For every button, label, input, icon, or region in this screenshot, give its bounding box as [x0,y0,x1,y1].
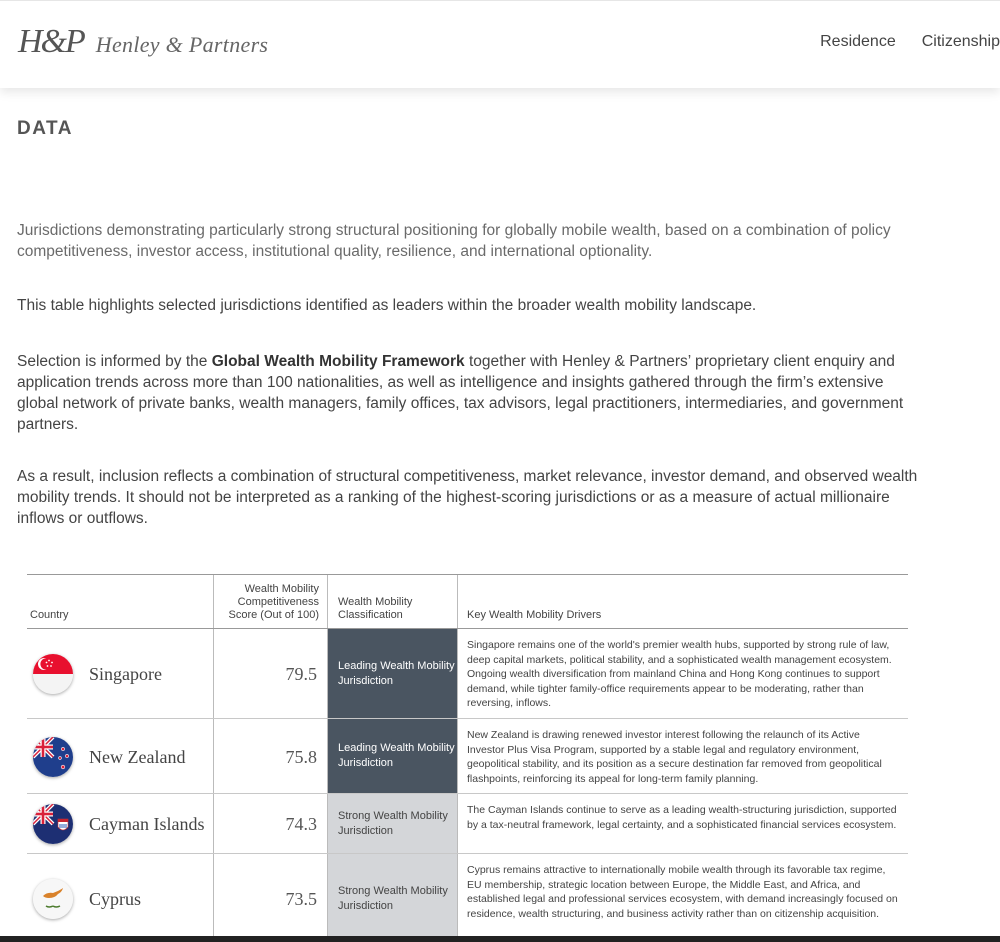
score-value: 75.8 [285,747,317,767]
table-description-paragraph: This table highlights selected jurisdictions identified as leaders within the broader wealth mobility landscape. [17,297,757,314]
intro-paragraph: Jurisdictions demonstrating particularly strong structural positioning for globally mobile wealth, based on a combination of policy competitiveness, investor access, institutional quality, resilience, and international optionality. [17,222,891,260]
singapore-flag-icon [33,654,73,694]
logo-mark: H&P [18,23,84,60]
score-cell [213,794,327,853]
score-value: 74.3 [285,814,317,834]
score-value: 73.5 [285,889,317,909]
header-country: Country [30,609,69,621]
new-zealand-flag-icon [33,737,73,777]
header-classification: Wealth Mobility Classification [327,575,457,628]
country-cell [27,854,213,942]
framework-name: Global Wealth Mobility Framework [211,353,465,370]
country-name: Cyprus [89,889,142,909]
drivers-text: Singapore remains one of the world's premier wealth hubs, supported by strong rule of law, deep capital markets, political stability, and a sophisticated wealth management ecosystem. Ongoing wealth diversification from mainland China and Hong Kong continues to support demand, while tighter family-office requirements appear to be moderating, rather than reversing, inflows. [457,629,908,718]
score-value: 79.5 [285,664,317,684]
section-title: DATA [17,118,73,139]
top-navigation-bar [0,0,1000,88]
henley-partners-logo[interactable] [18,23,268,61]
logo-name: Henley & Partners [95,32,269,57]
table-row [27,854,908,942]
cyprus-flag-icon [33,879,73,919]
bottom-edge-bar [0,936,1000,942]
header-score: Wealth Mobility Competitiveness Score (Out of 100) [213,575,327,628]
cayman-islands-flag-icon [33,804,73,844]
drivers-text: New Zealand is drawing renewed investor interest following the relaunch of its Active Investor Plus Visa Program, supported by a stable legal and regulatory environment, geopolitical stability, and its position as a secure destination far removed from geopolitical flashpoints, reinforcing its appeal for long-term family planning. [457,719,908,793]
selection-paragraph [17,351,927,435]
table-row [27,629,908,719]
classification-badge: Strong Wealth Mobility Jurisdiction [327,854,457,942]
header-drivers: Key Wealth Mobility Drivers [457,575,908,628]
country-cell [27,629,213,718]
drivers-text: The Cayman Islands continue to serve as a leading wealth-structuring jurisdiction, supported by a tax-neutral framework, legal certainty, and a sophisticated financial services ecosystem. [457,794,908,853]
selection-text-end: together with Henley & Partners’ proprietary client enquiry and application trends across more than 100 nationalities, as well as intelligence and insights gathered through the firm’s extensive global network of private banks, wealth managers, family offices, tax advisors, legal practitioners, intermediaries, and government partners. [17,353,904,433]
table-header-row [27,574,908,629]
drivers-text: Cyprus remains attractive to internationally mobile wealth through its favorable tax regime, EU membership, strategic location between Europe, the Middle East, and Africa, and established legal and professional services ecosystem, with demand increasingly focused on residence, wealth structuring, and business activity rather than on citizenship acquisition. [457,854,908,942]
classification-badge: Strong Wealth Mobility Jurisdiction [327,794,457,853]
country-name: New Zealand [89,747,186,767]
classification-badge: Leading Wealth Mobility Jurisdiction [327,629,457,718]
country-cell [27,719,213,793]
disclaimer-paragraph: As a result, inclusion reflects a combination of structural competitiveness, market relevance, investor demand, and observed wealth mobility trends. It should not be interpreted as a ranking of the highest-scoring jurisdictions or as a measure of actual millionaire inflows or outflows. [17,468,918,527]
wealth-mobility-table [27,574,908,942]
classification-badge: Leading Wealth Mobility Jurisdiction [327,719,457,793]
score-cell [213,629,327,718]
table-row [27,719,908,794]
score-cell [213,854,327,942]
selection-text-start: Selection is informed by the [17,353,212,370]
nav-citizenship-link[interactable]: Citizenship [921,33,1000,50]
country-name: Cayman Islands [89,814,205,834]
table-row [27,794,908,854]
country-cell [27,794,213,853]
main-nav [820,33,1000,51]
nav-residence-link[interactable]: Residence [820,33,896,50]
score-cell [213,719,327,793]
country-name: Singapore [89,664,162,684]
